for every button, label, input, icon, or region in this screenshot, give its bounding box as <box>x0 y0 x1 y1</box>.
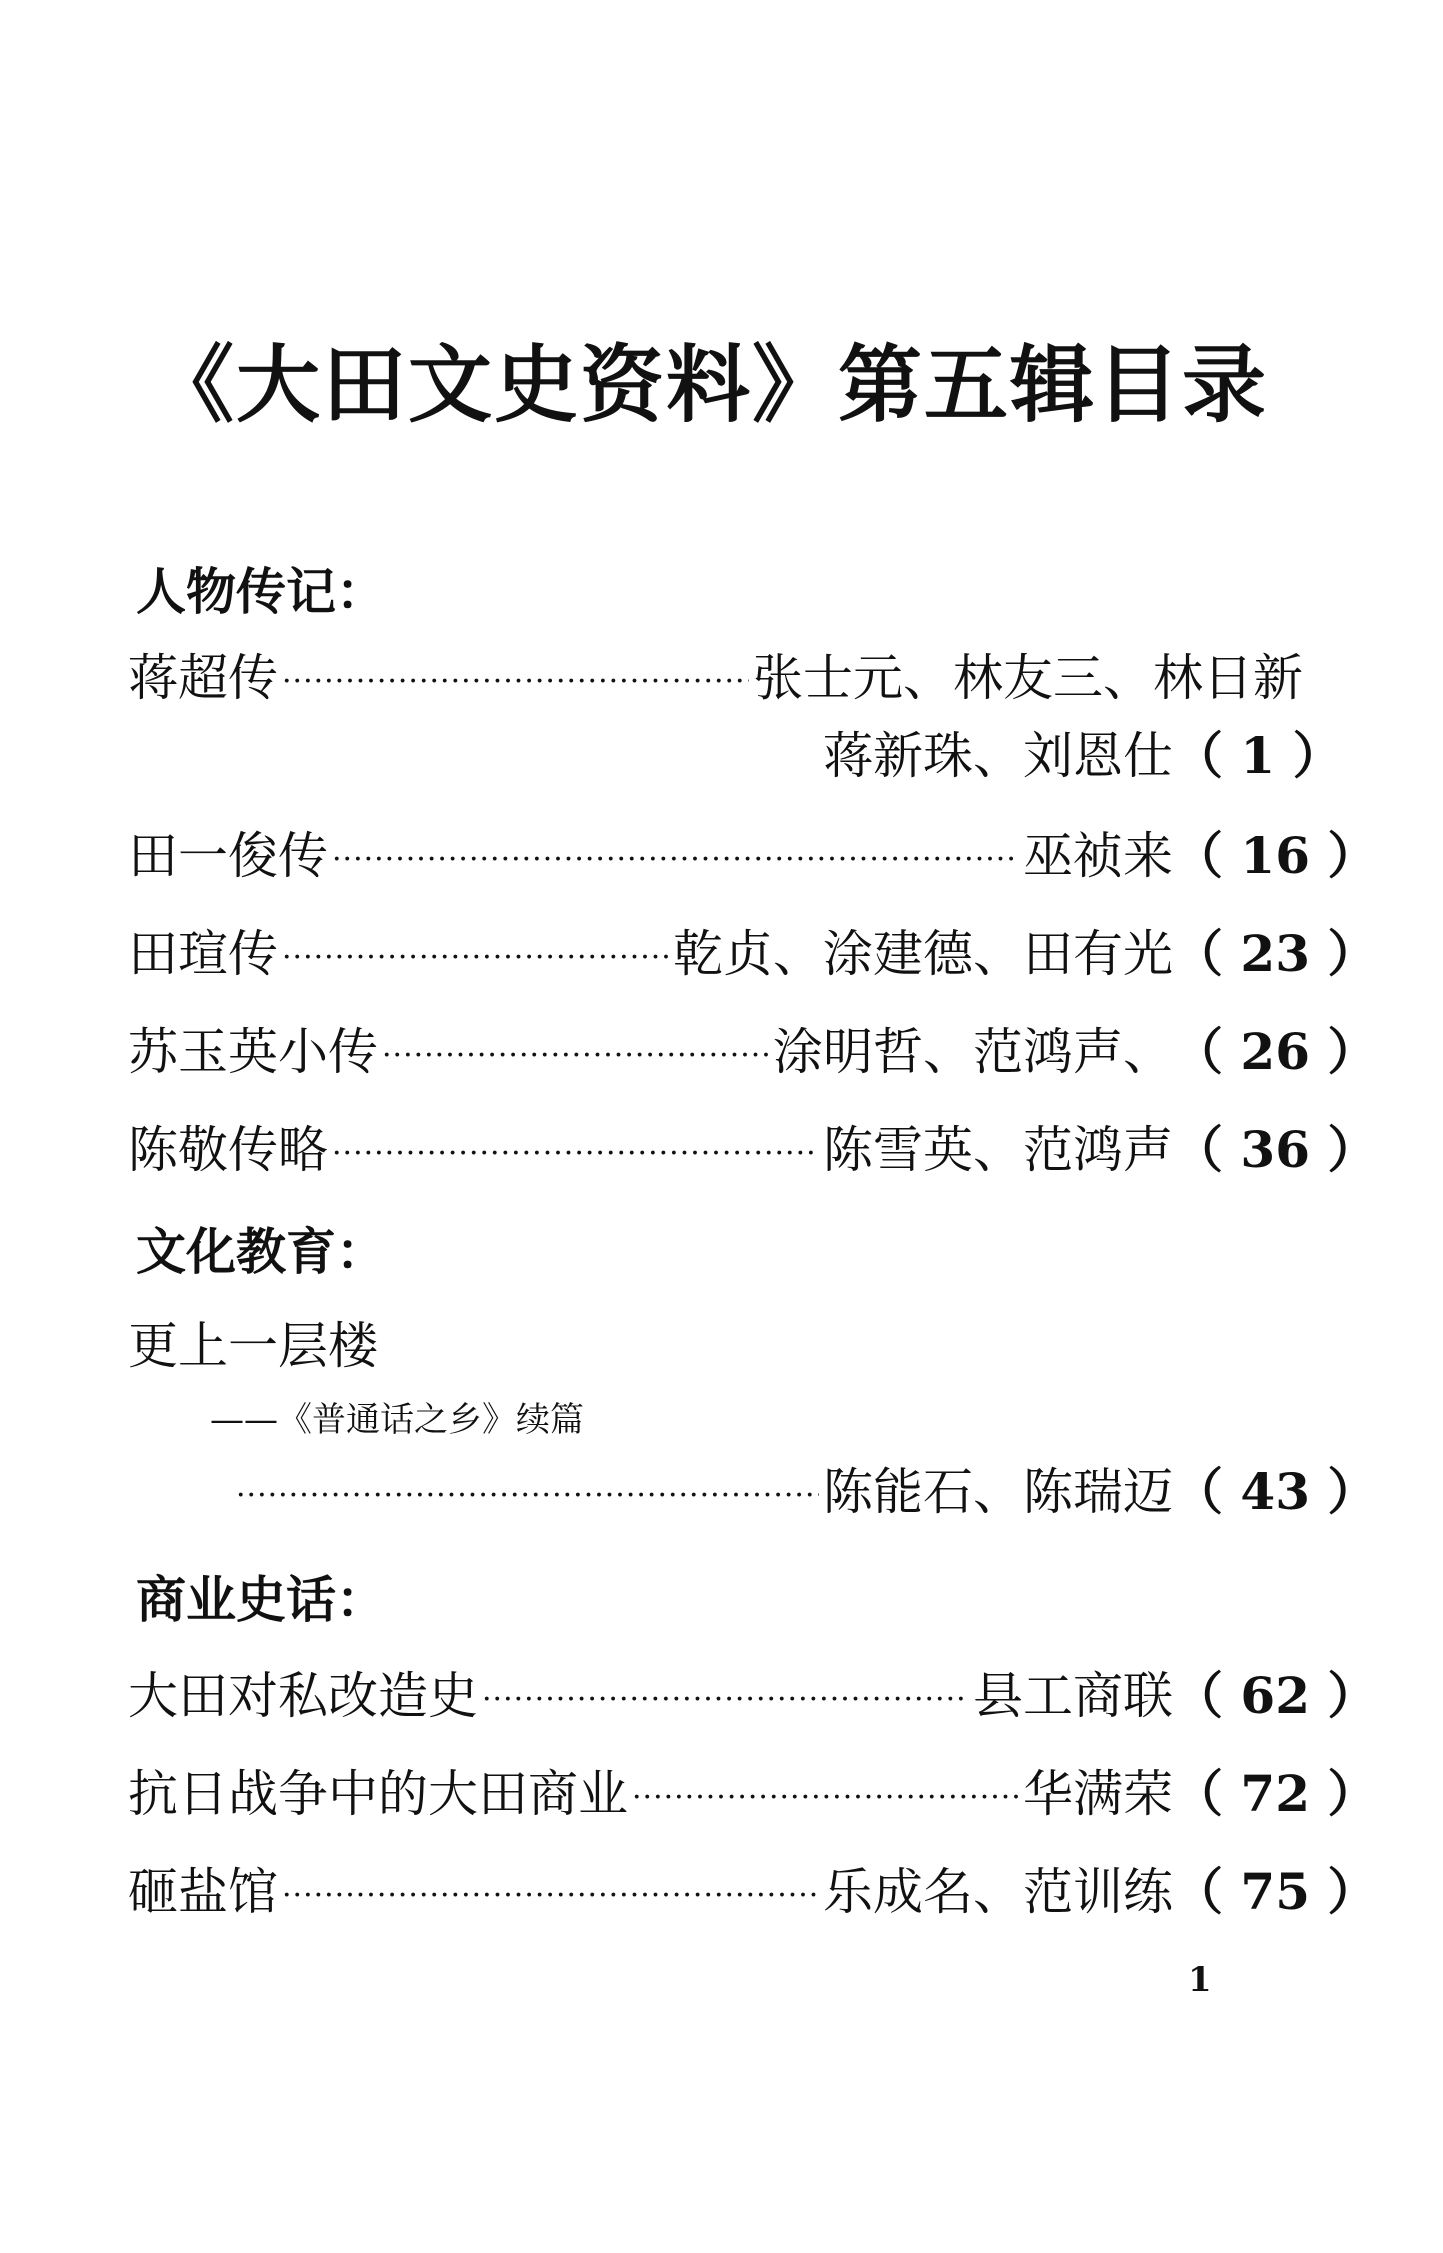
dot-leader <box>382 1038 769 1073</box>
toc-entry-continuation <box>232 1452 1378 1521</box>
entry-title: 田瑄传 <box>128 925 278 983</box>
dot-leader <box>236 1478 819 1513</box>
entry-authors: 陈能石、陈瑞迈 <box>823 1463 1173 1521</box>
entry-page-number: （ 72 ） <box>1173 1764 1378 1823</box>
toc-entry <box>128 1656 1378 1725</box>
section-heading-culture-education: 文化教育： <box>136 1223 386 1281</box>
toc-entry <box>128 638 1303 707</box>
entry-page-number: （ 16 ） <box>1173 826 1378 885</box>
entry-authors: 陈雪英、范鸿声 <box>823 1121 1173 1179</box>
dot-leader <box>632 1780 1019 1815</box>
entry-subtitle: ——《普通话之乡》续篇 <box>210 1400 584 1440</box>
entry-title: 更上一层楼 <box>128 1317 378 1375</box>
section-heading-biographies: 人物传记： <box>136 563 386 621</box>
toc-entry <box>128 1012 1378 1081</box>
dot-leader <box>282 664 749 699</box>
entry-page-number: （ 36 ） <box>1173 1120 1378 1179</box>
entry-page-number: （ 1 ） <box>1173 726 1343 785</box>
entry-authors: 县工商联 <box>973 1667 1173 1725</box>
entry-page-number: （ 75 ） <box>1173 1862 1378 1921</box>
page-title: 《大田文史资料》第五辑目录 <box>150 336 1269 434</box>
page-folio-number: 1 <box>1188 1960 1212 2000</box>
entry-page-number: （ 62 ） <box>1173 1666 1378 1725</box>
entry-authors: 蒋新珠、刘恩仕 <box>823 727 1173 785</box>
dot-leader <box>332 1136 819 1171</box>
toc-entry <box>128 1754 1378 1823</box>
entry-title: 抗日战争中的大田商业 <box>128 1765 628 1823</box>
entry-title: 陈敬传略 <box>128 1121 328 1179</box>
entry-title: 蒋超传 <box>128 649 278 707</box>
toc-entry-continuation <box>823 716 1343 788</box>
dot-leader <box>282 1878 819 1913</box>
entry-page-number: （ 43 ） <box>1173 1462 1378 1521</box>
dot-leader <box>332 842 1019 877</box>
entry-title: 田一俊传 <box>128 827 328 885</box>
toc-entry <box>128 1110 1378 1179</box>
entry-authors: 涂明哲、范鸿声、 <box>773 1023 1173 1081</box>
entry-page-number: （ 26 ） <box>1173 1022 1378 1081</box>
entry-title: 苏玉英小传 <box>128 1023 378 1081</box>
entry-title: 大田对私改造史 <box>128 1667 478 1725</box>
entry-authors: 张士元、林友三、林日新 <box>753 649 1303 707</box>
entry-title: 砸盐馆 <box>128 1863 278 1921</box>
toc-entry <box>128 1852 1378 1921</box>
toc-entry <box>128 816 1378 885</box>
entry-authors: 巫祯来 <box>1023 827 1173 885</box>
entry-authors: 乐成名、范训练 <box>823 1863 1173 1921</box>
dot-leader <box>482 1682 969 1717</box>
toc-entry <box>128 914 1378 983</box>
entry-authors: 乾贞、涂建德、田有光 <box>673 925 1173 983</box>
dot-leader <box>282 940 669 975</box>
section-heading-commerce-history: 商业史话： <box>136 1571 386 1629</box>
entry-page-number: （ 23 ） <box>1173 924 1378 983</box>
entry-authors: 华满荣 <box>1023 1765 1173 1823</box>
